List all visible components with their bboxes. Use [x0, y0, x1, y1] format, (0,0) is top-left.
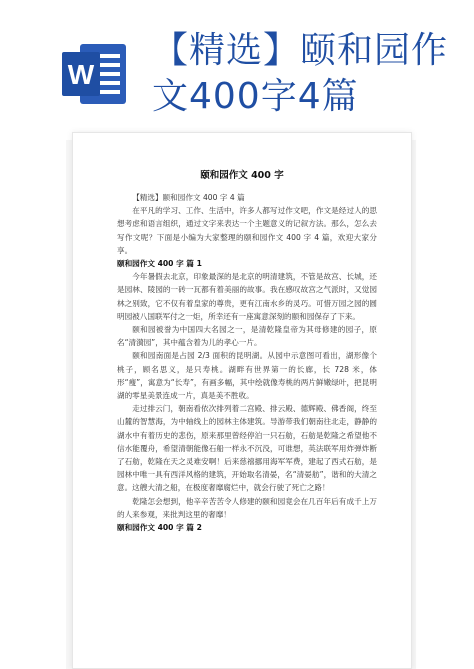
header-title-line2: 文400字4篇 [152, 76, 359, 117]
header-title [152, 28, 467, 120]
svg-text:W: W [67, 59, 95, 90]
paragraph-intro: 在平凡的学习、工作、生活中，许多人都写过作文吧，作文是经过人的思想考虑和语言组织，通过文字来表达一个主题意义的记叙方法。那么，怎么去写作文呢？下面是小编为大家整理的颐和园作文 400 字 4 篇，欢迎大家分享。 [117, 206, 377, 255]
paragraph: 颐和园被誉为中国四大名园之一，是清乾隆皇帝为其母修建的园子，原名“清漪园”，其中蕴含着为儿的孝心一片。 [117, 325, 377, 348]
paragraph: 走过排云门，朝南看依次排列着二宫殿、排云殿、德辉殿、佛香阁，终至山麓的智慧海，为中轴线上的园林主体建筑。导游带我们朝南往北走，静静的湖水中有着历史的悲伤，原来那里曾经停泊一只石舫，石舫是乾隆之希望他不信水能覆舟，希望清朝能像石船一样永不沉没，可谁想，英法联军用炸弹炸断了石舫，乾隆在天之灵难安啊！后来慈禧挪用海军军费，建起了西式石舫，是园林中唯一具有西洋风格的建筑，开始取名清晏，名“清晏舫”，谐和的大清之意。这艘大清之船，在极度奢靡腐烂中，就会行驶了死亡之路！ [117, 404, 377, 493]
document-title: 颐和园作文 400 字 [200, 170, 284, 181]
paragraph: 颐和园南面是占园 2/3 面积的昆明湖。从园中示意图可看出，湖形像个桃子，顾名思义，是只寿桃。湖畔有世界第一的长廊，长 728 米，体形“瘦”，寓意为“长寿”，有画多幅，其中绘就像寿桃的两片鲜嫩绿叶，把昆明湖的零星美景连成一片，真是美不胜收。 [117, 351, 377, 401]
document-body [117, 191, 377, 534]
paragraph: 今年暑假去北京，印象最深的是北京的明清建筑，不管是故宫、长城，还是园林、陵园的一砖一瓦都有着美丽的故事。我在感叹故宫之气派时，又觉园林之别致，它不仅有着皇家的尊贵，更有江南水乡的灵巧。可惜万园之园的圆明园被八国联军付之一炬，所幸还有一座寓意深刻的颐和园保存了下来。 [117, 272, 377, 321]
word-icon [62, 40, 128, 108]
section-heading-2: 颐和园作文 400 字 篇 2 [117, 523, 202, 533]
document-subtitle: 【精选】颐和园作文 400 字 4 篇 [132, 193, 245, 202]
section-heading-1: 颐和园作文 400 字 篇 1 [117, 259, 202, 269]
header-title-line1: 【精选】颐和园作 [152, 30, 449, 71]
document-header [0, 0, 474, 130]
document-page [72, 132, 412, 669]
paragraph: 乾隆怎会想到，他辛辛苦苦令人修建的颐和园竟会在几百年后有成千上万的人来参观，来批判这里的奢靡！ [117, 496, 377, 519]
